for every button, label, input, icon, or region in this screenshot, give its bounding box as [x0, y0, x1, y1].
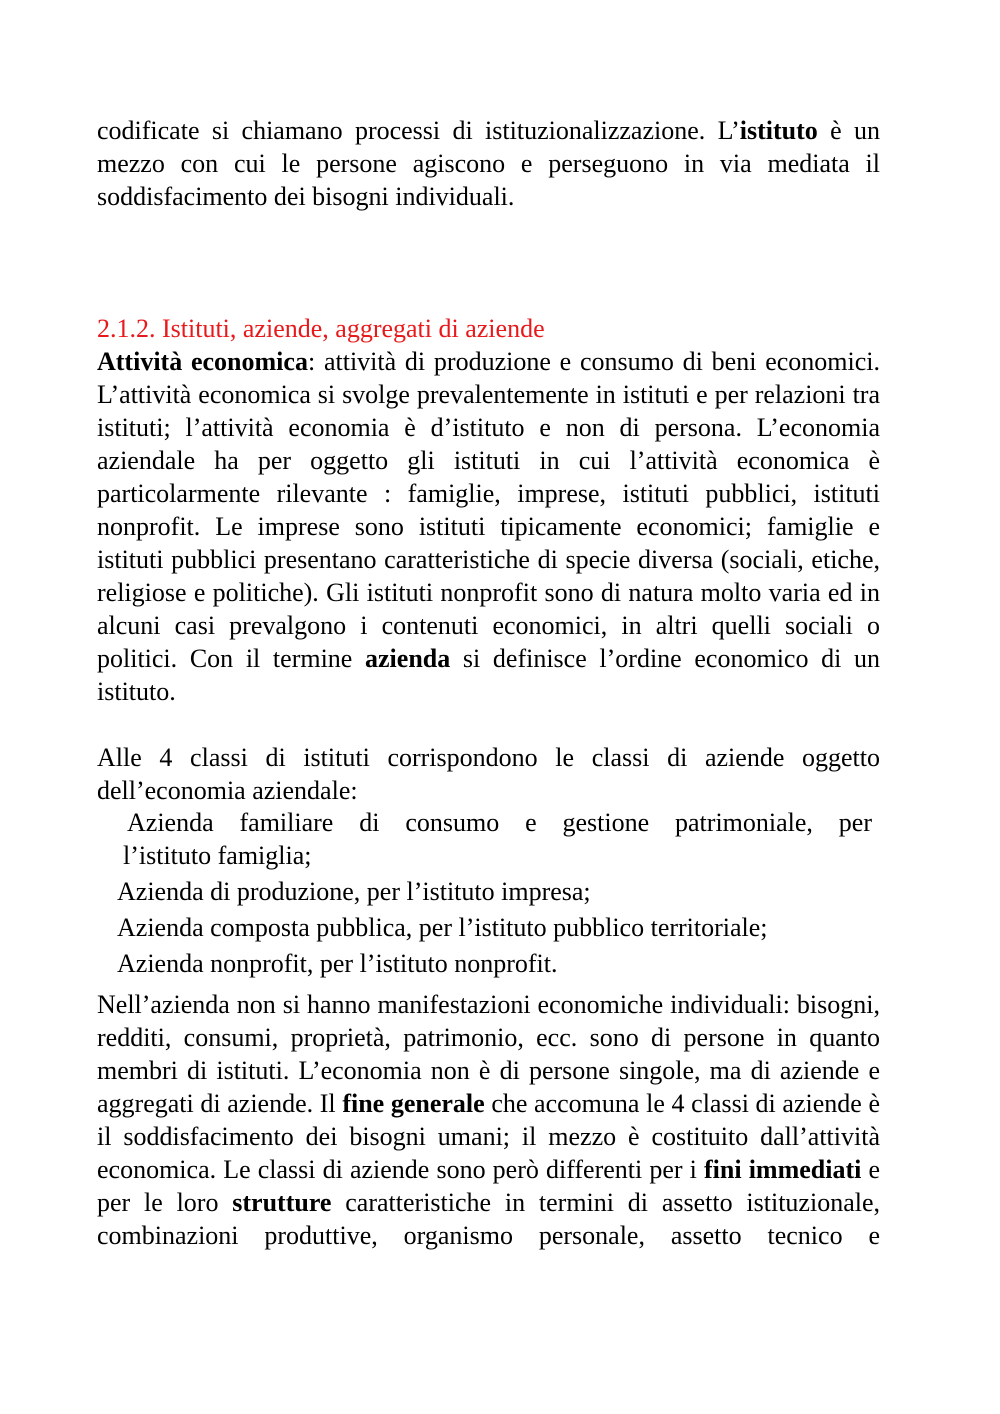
list-item: Azienda di produzione, per l’istituto impresa; [117, 877, 591, 906]
list-item: Azienda composta pubblica, per l’istituto pubblico territoriale; [117, 913, 768, 942]
bold-term-strutture: strutture [232, 1188, 332, 1217]
paragraph-classi-aziende: Alle 4 classi di istituti corrispondono le classi di aziende oggetto dell’economia aziendale: [97, 743, 880, 805]
paragraph-text: che accomuna le 4 classi di aziende è il soddisfacimento dei bisogni umani; il mezzo è costituito dall’attività economica. Le classi di aziende sono però differenti per i [97, 1089, 880, 1184]
paragraph-text: e per le loro [97, 1155, 880, 1217]
list-item-text: l’istituto famiglia; [123, 841, 312, 870]
paragraph-text: codificate si chiamano processi di istituzionalizzazione. L’ [97, 116, 740, 145]
paragraph-text: caratteristiche in termini di assetto istituzionale, combinazioni produttive, organismo personale, assetto tecnico e [97, 1188, 880, 1250]
list-item: Azienda nonprofit, per l’istituto nonprofit. [117, 949, 558, 978]
paragraph-attivita-economica [97, 345, 880, 708]
paragraph-text: Nell’azienda non si hanno manifestazioni economiche individuali: bisogni, redditi, consumi, proprietà, patrimonio, ecc. sono di persone in quanto membri di istituti. L’economia non è di persone singole, ma di aziende e aggregati di aziende. Il [97, 990, 880, 1118]
bold-term-istituto: istituto [739, 116, 818, 145]
bold-term-azienda: azienda [365, 644, 451, 673]
bold-term-fini-immediati: fini immediati [704, 1155, 862, 1184]
paragraph-fine-generale [97, 988, 880, 1252]
aziende-list [97, 806, 880, 983]
paragraph-text: : attività di produzione e consumo di beni economici. L’attività economica si svolge prevalentemente in istituti e per relazioni tra istituti; l’attività economia è d’istituto e non di persona. L’economia aziendale ha per oggetto gli istituti in cui l’attività economica è particolarmente rilevante : famiglie, imprese, istituti pubblici, istituti nonprofit. Le imprese sono istituti tipicamente economici; famiglie e istituti pubblici presentano caratteristiche di specie diversa (sociali, etiche, religiose e politiche). Gli istituti nonprofit sono di natura molto varia ed in alcuni casi prevalgono i contenuti economici, in altri quelli sociali o politici. Con il termine [97, 347, 880, 673]
bold-term-attivita-economica: Attività economica [97, 347, 308, 376]
bold-term-fine-generale: fine generale [342, 1089, 485, 1118]
paragraph-istituto [97, 114, 880, 213]
list-item [97, 806, 880, 872]
paragraph-text: è un mezzo con cui le persone agiscono e perseguono in via mediata il soddisfacimento dei bisogni individuali. [97, 116, 880, 211]
list-item-text: Azienda familiare di consumo e gestione patrimoniale, per [127, 808, 872, 837]
section-heading: 2.1.2. Istituti, aziende, aggregati di aziende [97, 314, 545, 343]
paragraph-text: si definisce l’ordine economico di un istituto. [97, 644, 881, 706]
